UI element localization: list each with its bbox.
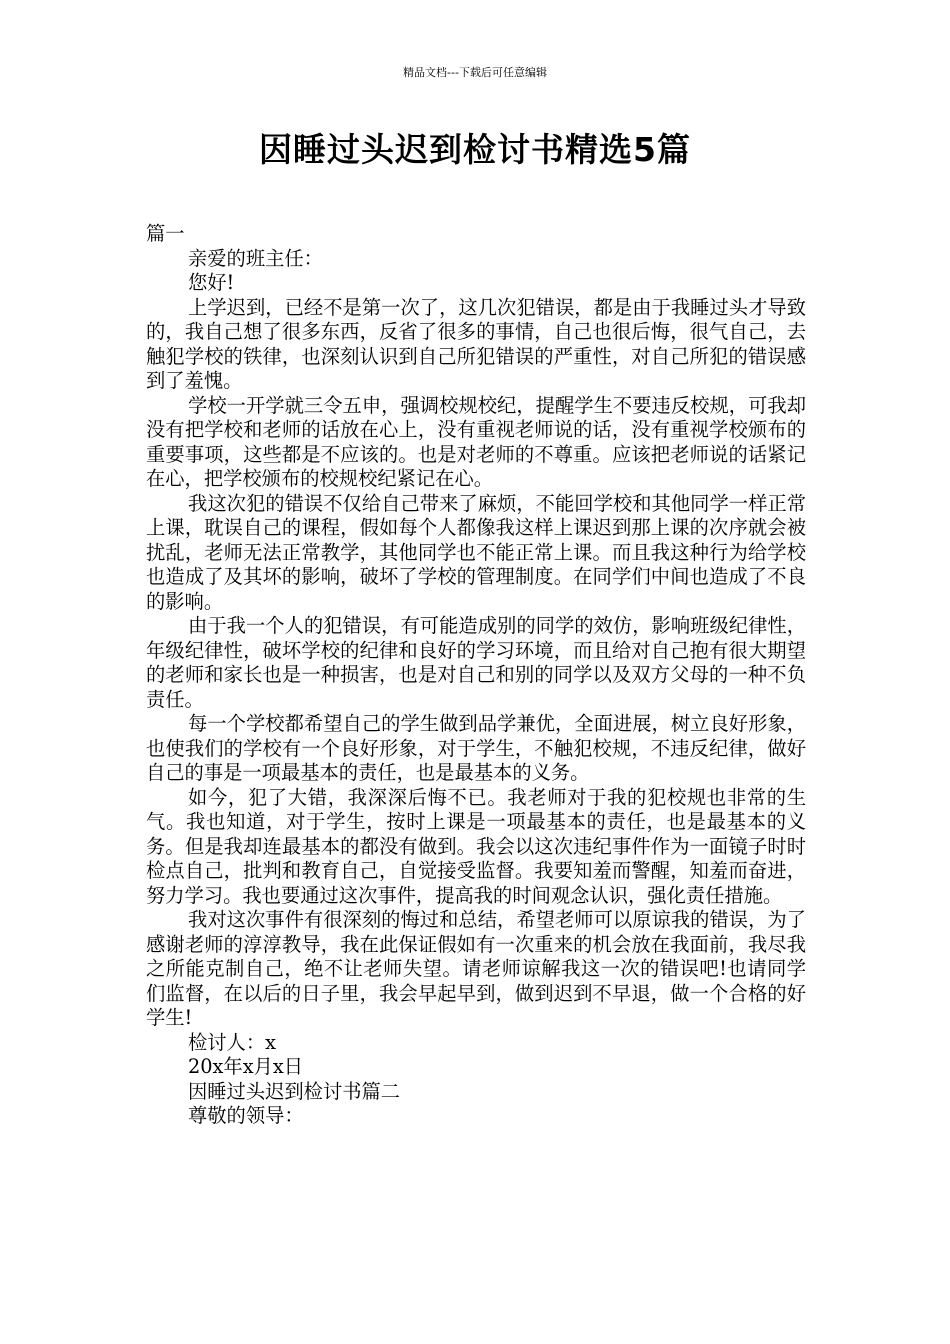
section-heading: 因睡过头迟到检讨书篇二 [188,1079,401,1103]
section-heading: 篇一 [146,222,185,245]
greeting: 您好! [188,271,235,294]
paragraph: 我对这次事件有很深刻的悔过和总结，希望老师可以原谅我的错误，为了感谢老师的淳淳教导，我在此保证假如有一次重来的机会放在我面前，我尽我之所能克制自己，绝不让老师失望。请老师谅解我这一次的错误吧!也请同学们监督，在以后的日子里，我会早起早到，做到迟到不早退，做一个合格的好学生! [146,908,806,1029]
paragraph: 上学迟到，已经不是第一次了，这几次犯错误，都是由于我睡过头才导致的，我自己想了很多东西，反省了很多的事情，自己也很后悔，很气自己，去触犯学校的铁律，也深刻认识到自己所犯错误的严重性，对自己所犯的错误感到了羞愧。 [146,295,806,392]
paragraph: 每一个学校都希望自己的学生做到品学兼优，全面进展，树立良好形象，也使我们的学校有一个良好形象，对于学生，不触犯校规，不违反纪律，做好自己的事是一项最基本的责任，也是最基本的义务。 [146,712,806,784]
salutation: 亲爱的班主任： [188,246,323,270]
paragraph: 如今，犯了大错，我深深后悔不已。我老师对于我的犯校规也非常的生气。我也知道，对于学生，按时上课是一项最基本的责任，也是最基本的义务。但是我却连最基本的都没有做到。我会以这次违纪事件作为一面镜子时时检点自己，批判和教育自己，自觉接受监督。我要知羞而警醒，知羞而奋进，努力学习。我也要通过这次事件，提高我的时间观念认识，强化责任措施。 [146,785,806,907]
page-header: 精品文档---下载后可任意编辑 [403,66,547,79]
document-title: 因睡过头迟到检讨书精选5篇 [259,130,691,169]
date-line: 20x年x月x日 [188,1055,303,1078]
signature: 检讨人：x [188,1030,276,1054]
salutation: 尊敬的领导： [188,1104,304,1127]
paragraph: 由于我一个人的犯错误，有可能造成别的同学的效仿，影响班级纪律性，年级纪律性，破坏学校的纪律和良好的学习环境，而且给对自己抱有很大期望的老师和家长也是一种损害，也是对自己和别的同学以及双方父母的一种不负责任。 [146,614,806,711]
paragraph: 学校一开学就三令五申，强调校规校纪，提醒学生不要违反校规，可我却没有把学校和老师的话放在心上，没有重视老师说的话，没有重视学校颁布的重要事项，这些都是不应该的。也是对老师的不尊重。应该把老师说的话紧记在心，把学校颁布的校规校纪紧记在心。 [146,393,806,490]
document-body [146,222,806,1129]
paragraph: 我这次犯的错误不仅给自己带来了麻烦，不能回学校和其他同学一样正常上课，耽误自己的课程，假如每个人都像我这样上课迟到那上课的次序就会被扰乱，老师无法正常教学，其他同学也不能正常上课。而且我这种行为给学校也造成了及其坏的影响，破坏了学校的管理制度。在同学们中间也造成了不良的影响。 [146,491,806,613]
